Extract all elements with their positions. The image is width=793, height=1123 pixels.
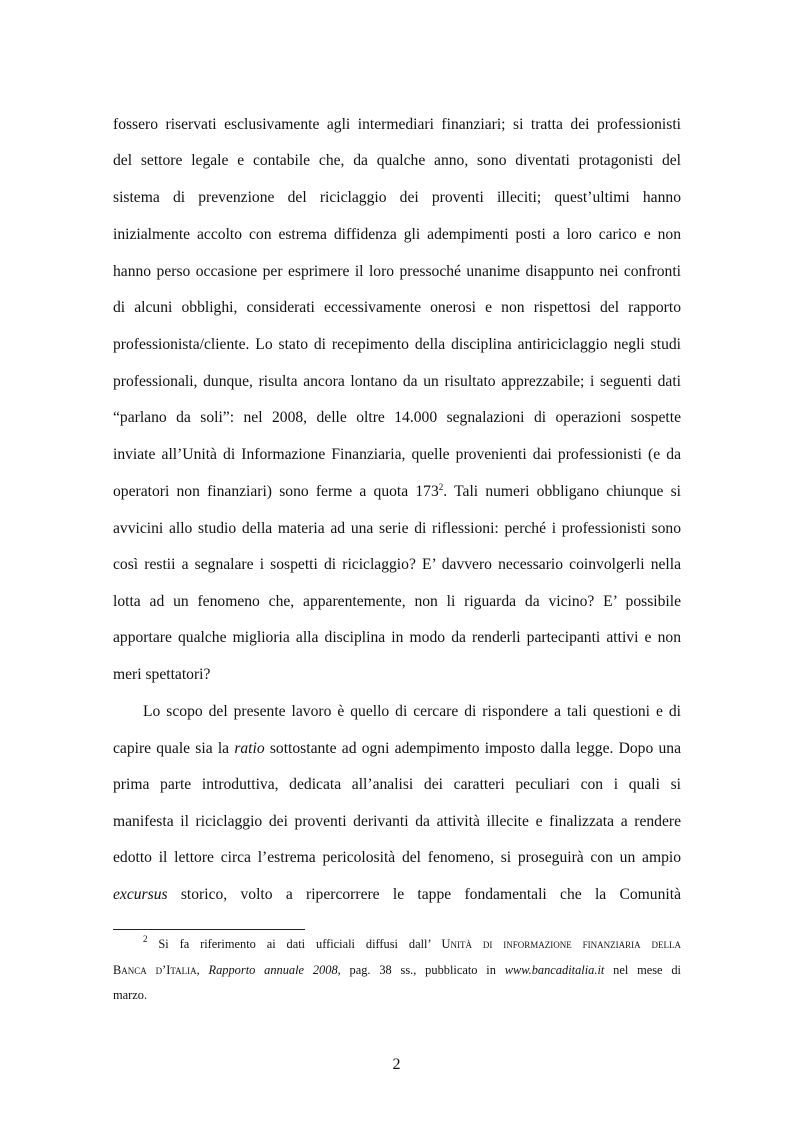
small-caps-source: Unità di informazione finanziaria della: [441, 937, 681, 951]
footnote-line: marzo.: [113, 988, 148, 1002]
text-line: fossero riservati esclusivamente agli intermediari finanziari; si tratta dei professionisti: [113, 116, 681, 133]
footnote-number: 2: [143, 934, 148, 944]
text-line: di alcuni obblighi, considerati eccessivamente onerosi e non rispettosi del rapporto: [113, 299, 681, 316]
text-line: avvicini allo studio della materia ad una serie di riflessioni: perché i professionisti sono: [113, 520, 681, 537]
text-line: [113, 885, 681, 905]
text-line: meri spettatori?: [113, 666, 211, 683]
text-segment: nel mese di: [604, 963, 681, 977]
text-line: così restii a segnalare i sospetti di riciclaggio? E’ davvero necessario coinvolgerli nella: [113, 556, 681, 573]
text-line: hanno perso occasione per esprimere il loro pressoché unanime disappunto nei confronti: [113, 263, 681, 280]
text-line: edotto il lettore circa l’estrema pericolosità del fenomeno, si proseguirà con un ampio: [113, 849, 681, 866]
text-line: del settore legale e contabile che, da qualche anno, sono diventati protagonisti del: [113, 152, 681, 169]
italic-title: Rapporto annuale 2008: [208, 963, 338, 977]
text-segment: ,: [196, 963, 209, 977]
text-segment: Si fa riferimento ai dati ufficiali diffusi dall’: [147, 937, 442, 951]
text-line: prima parte introduttiva, dedicata all’analisi dei caratteri peculiari con i quali si: [113, 776, 681, 793]
text-line: manifesta il riciclaggio dei proventi derivanti da attività illecite e finalizzata a rendere: [113, 813, 681, 830]
text-line: lotta ad un fenomeno che, apparentemente, non li riguarda da vicino? E’ possibile: [113, 593, 681, 610]
text-line: Lo scopo del presente lavoro è quello di cercare di rispondere a tali questioni e di: [143, 703, 681, 720]
text-line: [113, 482, 681, 502]
text-line: apportare qualche miglioria alla disciplina in modo da renderli partecipanti attivi e non: [113, 629, 681, 646]
text-segment: storico, volto a ripercorrere le tappe fondamentali che la Comunità: [167, 886, 681, 903]
text-segment: capire quale sia la: [113, 740, 235, 757]
italic-term: excursus: [113, 886, 168, 903]
footnote-separator: [113, 929, 305, 930]
page-number: 2: [392, 1056, 401, 1073]
text-segment: . Tali numeri obbligano chiunque si: [443, 483, 682, 500]
text-line: “parlano da soli”: nel 2008, delle oltre 14.000 segnalazioni di operazioni sospette: [113, 409, 681, 426]
footnote-line: [113, 962, 681, 978]
text-segment: sottostante ad ogni adempimento imposto dalla legge. Dopo una: [264, 740, 682, 757]
text-line: professionali, dunque, risulta ancora lontano da un risultato apprezzabile; i seguenti dati: [113, 373, 681, 390]
footnote-marker: 2: [438, 482, 444, 492]
small-caps-source: Banca d’Italia: [113, 963, 197, 977]
text-line: professionista/cliente. Lo stato di recepimento della disciplina antiriciclaggio negli studi: [113, 336, 681, 353]
text-segment: , pag. 38 ss., pubblicato in: [337, 963, 505, 977]
footnote-line: [143, 936, 681, 952]
text-line: sistema di prevenzione del riciclaggio dei proventi illeciti; quest’ultimi hanno: [113, 189, 681, 206]
text-line: [113, 739, 681, 759]
text-line: inizialmente accolto con estrema diffidenza gli adempimenti posti a loro carico e non: [113, 226, 681, 243]
text-line: inviate all’Unità di Informazione Finanziaria, quelle provenienti dai professionisti (e da: [113, 446, 681, 463]
text-segment: operatori non finanziari) sono ferme a quota 173: [113, 483, 439, 500]
website-link: www.bancaditalia.it: [504, 963, 605, 977]
italic-term: ratio: [234, 740, 265, 757]
